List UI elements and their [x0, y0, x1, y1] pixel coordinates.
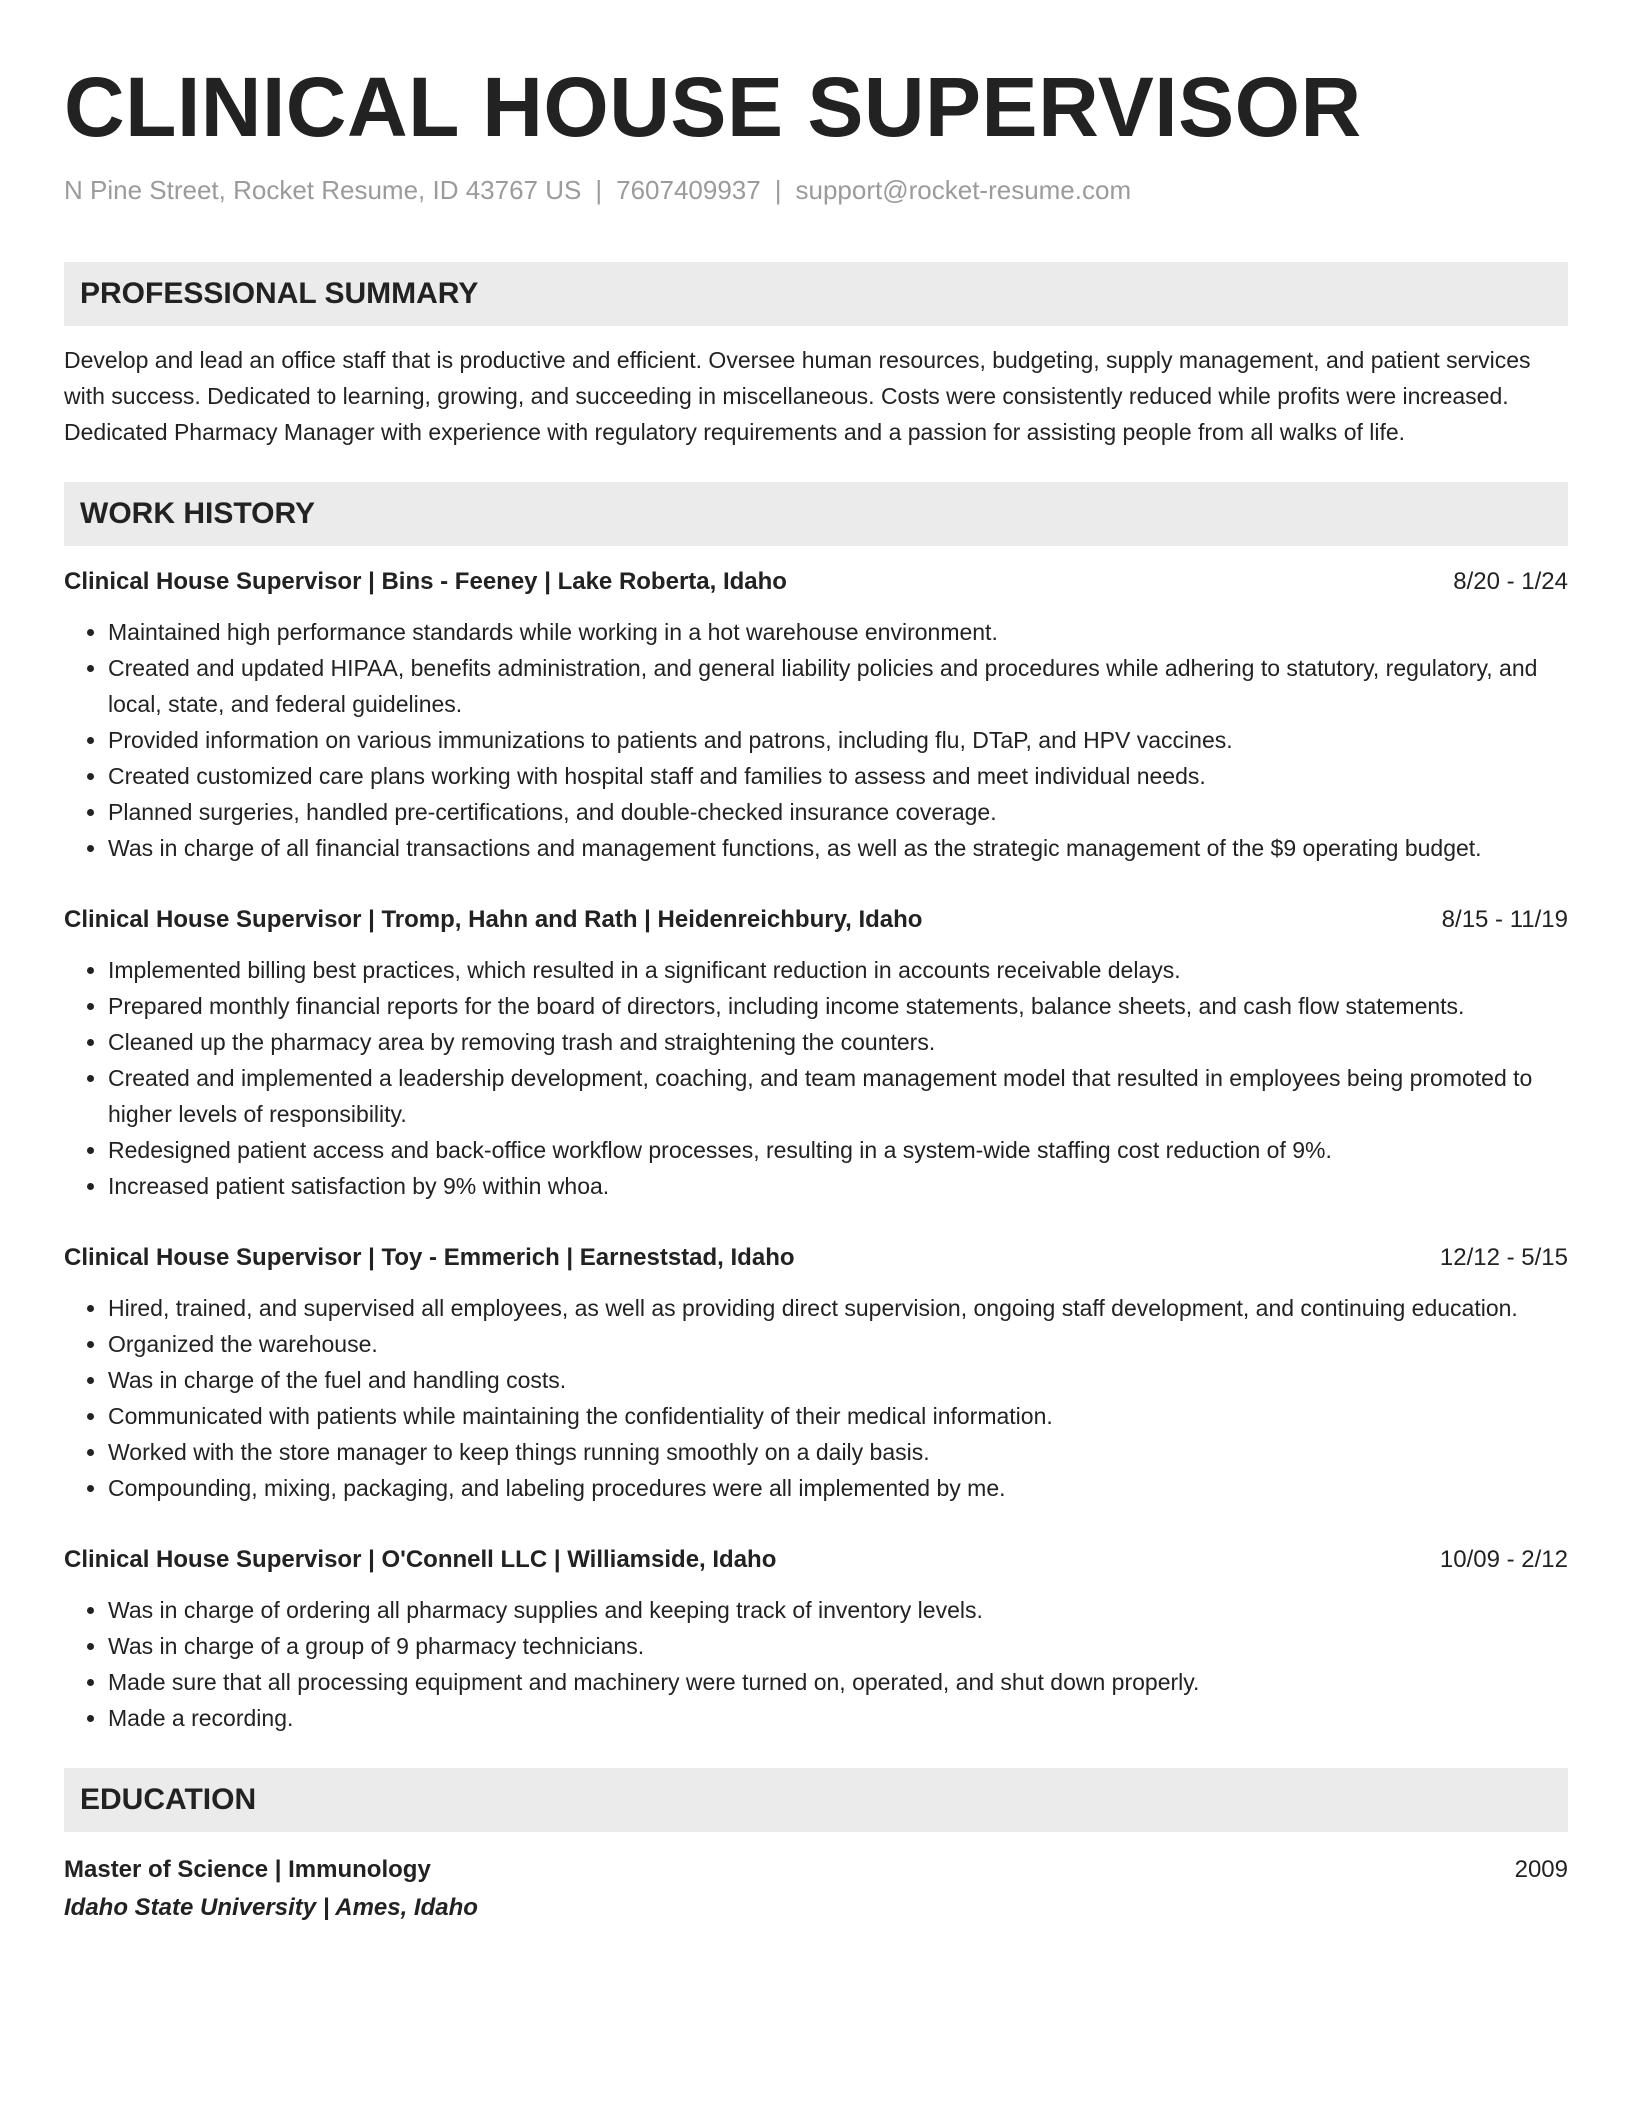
contact-email: support@rocket-resume.com [795, 175, 1132, 205]
education-school: Idaho State University | Ames, Idaho [64, 1894, 478, 1921]
job-bullet-list [64, 952, 1568, 1204]
education-degree: Master of Science | Immunology [64, 1856, 431, 1883]
job-title: Clinical House Supervisor | Toy - Emmerich | Earneststad, Idaho [64, 1244, 795, 1271]
job-bullet: • Prepared monthly financial reports for the board of directors, including income statements, balance sheets, and cash flow statements. [108, 988, 1568, 1024]
job-entry [64, 1544, 1568, 1736]
job-bullet-list [64, 1592, 1568, 1736]
contact-address: N Pine Street, Rocket Resume, ID 43767 US [64, 175, 582, 205]
summary-text: Develop and lead an office staff that is productive and efficient. Oversee human resources, budgeting, supply management, and patient services with success. Dedicated to learning, growing, and succeeding in miscellaneous. Costs were consistently reduced while profits were increased. Dedicated Pharmacy Manager with experience with regulatory requirements and a passion for assisting people from all walks of life. [64, 347, 1531, 445]
resume-name: CLINICAL HOUSE SUPERVISOR [64, 60, 1362, 154]
job-bullet: • Made sure that all processing equipment and machinery were turned on, operated, and shut down properly. [108, 1664, 1568, 1700]
job-bullet: • Made a recording. [108, 1700, 1568, 1736]
job-bullet-list [64, 1290, 1568, 1506]
job-bullet: • Cleaned up the pharmacy area by removing trash and straightening the counters. [108, 1024, 1568, 1060]
education-row [64, 1852, 1568, 1888]
job-header [64, 904, 1568, 936]
contact-separator: | [774, 175, 782, 205]
job-entry [64, 566, 1568, 866]
job-bullet: • Was in charge of the fuel and handling costs. [108, 1362, 1568, 1398]
job-entry [64, 1242, 1568, 1506]
section-header-summary: PROFESSIONAL SUMMARY [64, 262, 1568, 326]
contact-line [64, 172, 1568, 208]
job-bullet: • Compounding, mixing, packaging, and labeling procedures were all implemented by me. [108, 1470, 1568, 1506]
job-bullet: • Planned surgeries, handled pre-certifications, and double-checked insurance coverage. [108, 794, 1568, 830]
job-bullet-list [64, 614, 1568, 866]
job-bullet: • Was in charge of all financial transactions and management functions, as well as the strategic management of the $9 operating budget. [108, 830, 1568, 866]
job-bullet: • Worked with the store manager to keep things running smoothly on a daily basis. [108, 1434, 1568, 1470]
job-bullet: • Was in charge of ordering all pharmacy supplies and keeping track of inventory levels. [108, 1592, 1568, 1628]
job-bullet: • Organized the warehouse. [108, 1326, 1568, 1362]
job-dates: 8/15 - 11/19 [1441, 906, 1568, 933]
job-entry [64, 904, 1568, 1204]
job-title: Clinical House Supervisor | O'Connell LLC | Williamside, Idaho [64, 1546, 777, 1573]
job-bullet: • Communicated with patients while maintaining the confidentiality of their medical information. [108, 1398, 1568, 1434]
job-bullet: • Implemented billing best practices, which resulted in a significant reduction in accounts receivable delays. [108, 952, 1568, 988]
job-dates: 8/20 - 1/24 [1453, 568, 1568, 595]
job-bullet: • Created customized care plans working with hospital staff and families to assess and meet individual needs. [108, 758, 1568, 794]
job-title: Clinical House Supervisor | Tromp, Hahn and Rath | Heidenreichbury, Idaho [64, 906, 923, 933]
job-bullet: • Was in charge of a group of 9 pharmacy technicians. [108, 1628, 1568, 1664]
job-bullet: • Created and updated HIPAA, benefits administration, and general liability policies and procedures while adhering to statutory, regulatory, and local, state, and federal guidelines. [108, 650, 1568, 722]
job-bullet: • Provided information on various immunizations to patients and patrons, including flu, DTaP, and HPV vaccines. [108, 722, 1568, 758]
job-title: Clinical House Supervisor | Bins - Feeney | Lake Roberta, Idaho [64, 568, 787, 595]
job-header [64, 566, 1568, 598]
job-header [64, 1242, 1568, 1274]
education-entry [64, 1852, 1568, 1928]
job-dates: 10/09 - 2/12 [1439, 1546, 1568, 1573]
education-year: 2009 [1514, 1856, 1568, 1883]
job-bullet: • Created and implemented a leadership development, coaching, and team management model that resulted in employees being promoted to higher levels of responsibility. [108, 1060, 1568, 1132]
contact-phone: 7607409937 [616, 175, 761, 205]
job-bullet: • Hired, trained, and supervised all employees, as well as providing direct supervision, ongoing staff development, and continuing education. [108, 1290, 1568, 1326]
section-header-education: EDUCATION [64, 1768, 1568, 1832]
job-dates: 12/12 - 5/15 [1439, 1244, 1568, 1271]
section-header-work-history: WORK HISTORY [64, 482, 1568, 546]
job-header [64, 1544, 1568, 1576]
contact-separator: | [595, 175, 603, 205]
job-bullet: • Increased patient satisfaction by 9% within whoa. [108, 1168, 1568, 1204]
job-bullet: • Redesigned patient access and back-office workflow processes, resulting in a system-wide staffing cost reduction of 9%. [108, 1132, 1568, 1168]
work-history-list [64, 566, 1568, 1736]
job-bullet: • Maintained high performance standards while working in a hot warehouse environment. [108, 614, 1568, 650]
